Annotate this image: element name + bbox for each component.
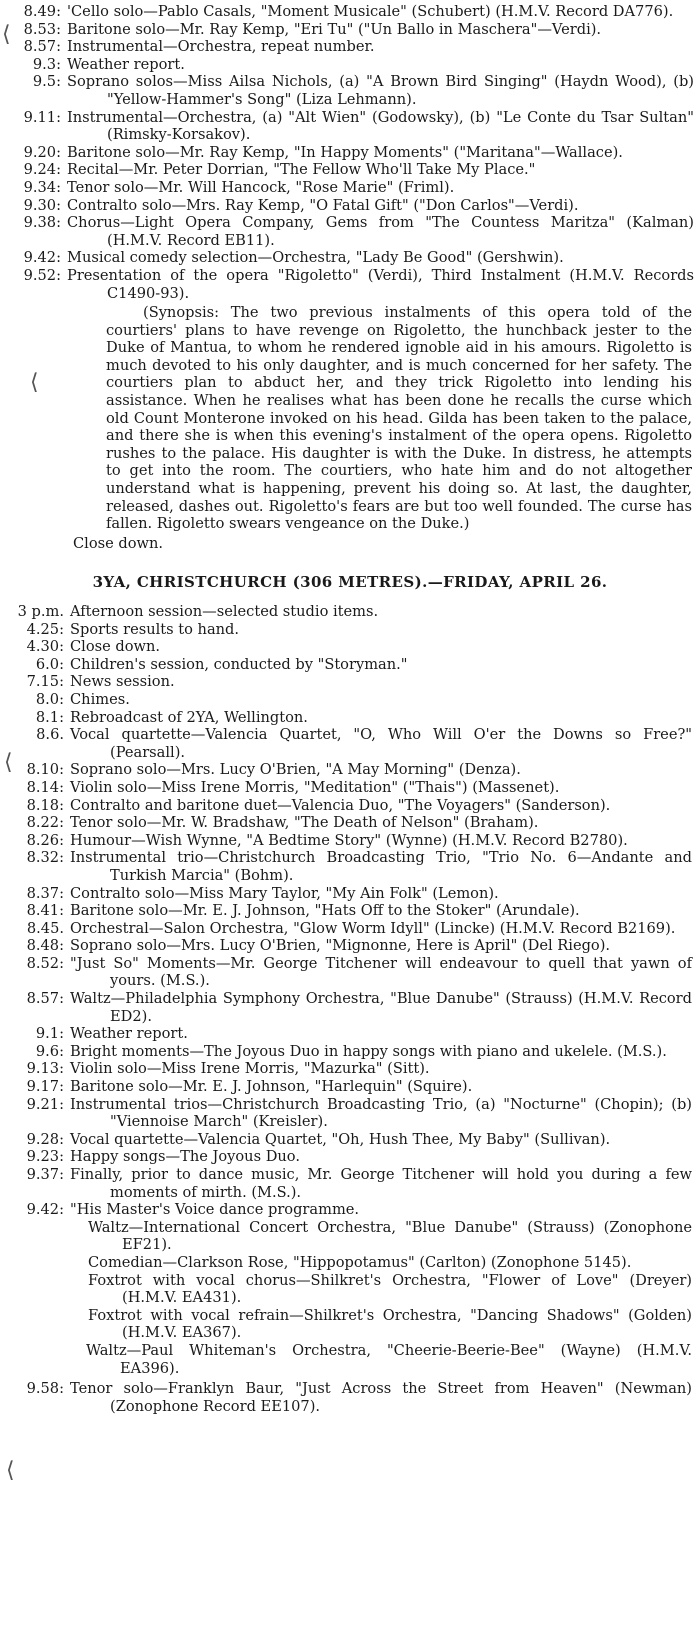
- entry-text: Presentation of the opera "Rigoletto" (Verdi), Third Instalment (H.M.V. Records C1490-93).: [67, 266, 694, 302]
- entry-text: Orchestral—Salon Orchestra, "Glow Worm Idyll" (Lincke) (H.M.V. Record B2169).: [70, 919, 676, 937]
- programme-entry: [0, 1201, 700, 1219]
- programme-entry: [0, 726, 700, 761]
- entry-text: Afternoon session—selected studio items.: [70, 603, 379, 620]
- programme-entry: [0, 779, 700, 797]
- entry-text: Instrumental trio—Christchurch Broadcasting Trio, "Trio No. 6—Andante and Turkish Marcia" (Bohm).: [70, 849, 692, 884]
- entry-text: Baritone solo—Mr. Ray Kemp, "In Happy Moments" ("Maritana"—Wallace).: [67, 143, 623, 161]
- entry-time: 8.53:: [23, 20, 61, 38]
- entry-text: Soprano solo—Mrs. Lucy O'Brien, "Mignonne, Here is April" (Del Riego).: [70, 937, 611, 955]
- entry-text: "His Master's Voice dance programme.: [70, 1201, 360, 1219]
- programme-entry: [0, 849, 700, 884]
- entry-text: Musical comedy selection—Orchestra, "Lady Be Good" (Gershwin).: [67, 249, 564, 267]
- entry-time: 8.49:: [23, 3, 61, 20]
- entry-time: 8.1:: [35, 708, 64, 726]
- programme-entry: [0, 73, 700, 108]
- entry-text: Happy songs—The Joyous Duo.: [70, 1148, 300, 1166]
- entry-text: Weather report.: [67, 55, 185, 73]
- programme-entry: [0, 937, 700, 955]
- entry-time: 3 p.m.: [17, 603, 64, 620]
- entry-time: 8.48:: [26, 937, 64, 955]
- entry-time: 9.42:: [23, 249, 61, 267]
- entry-text: Tenor solo—Mr. Will Hancock, "Rose Marie" (Friml).: [67, 178, 455, 196]
- programme-entry: [0, 1131, 700, 1149]
- entry-text: News session.: [70, 673, 175, 691]
- entry-text: Baritone solo—Mr. E. J. Johnson, "Hats Off to the Stoker" (Arundale).: [70, 902, 580, 920]
- entry-time: 9.13:: [26, 1060, 64, 1078]
- entry-text: Baritone solo—Mr. Ray Kemp, "Eri Tu" ("Un Ballo in Maschera"—Verdi).: [67, 20, 602, 38]
- programme-entry: [0, 673, 700, 691]
- programme-entry: [0, 1166, 700, 1201]
- programme-entry: [0, 197, 700, 215]
- dance-item: [0, 1272, 700, 1307]
- entry-text: Instrumental trios—Christchurch Broadcasting Trio, (a) "Nocturne" (Chopin); (b) "Viennoise March" (Kreisler).: [70, 1095, 692, 1131]
- entry-time: 8.10:: [26, 761, 64, 779]
- entry-text: Children's session, conducted by "Storyman.": [70, 655, 408, 673]
- entry-time: 8.52:: [26, 954, 64, 972]
- entry-time: 9.37:: [26, 1166, 64, 1183]
- entry-text: Sports results to hand.: [70, 620, 240, 638]
- entry-time: 9.11:: [23, 108, 61, 126]
- entry-time: 9.28:: [26, 1130, 64, 1148]
- entry-time: 9.23:: [26, 1148, 64, 1166]
- entry-time: 9.58:: [26, 1380, 64, 1398]
- entry-text: Chimes.: [70, 690, 130, 708]
- entry-time: 8.6.: [36, 726, 64, 744]
- entry-text: Soprano solos—Miss Ailsa Nichols, (a) "A Brown Bird Singing" (Haydn Wood), (b) "Yellow-Hammer's Song" (Liza Lehmann).: [67, 73, 694, 108]
- programme-entry: [0, 638, 700, 656]
- dance-item: [0, 1254, 700, 1272]
- entry-time: 9.5:: [32, 73, 61, 91]
- margin-pencil-mark: ⟨: [2, 22, 11, 47]
- opera-synopsis: (Synopsis: The two previous instalments of this opera told of the courtiers' plans to have revenge on Rigoletto, the hunchback jester to the Duke of Mantua, to whom he rendered ignoble aid in his amours. Rigoletto is much devoted to his only daughter, and is much concerned for her safety. The courtiers plan to abduct her, and they trick Rigoletto into lending his assistance. When he realises what has been done he recalls the curse which old Count Monterone invoked on his head. Gilda has been taken to the palace, and there she is when this evening's instalment of the opera opens. Rigoletto rushes to the palace. His daughter is with the Duke. In distress, he attempts to get into the room. The courtiers, who hate him and do not altogether understand what is happening, prevent his doing so. At last, the daughter, released, dashes out. Rigoletto's fears are but too well founded. The curse has fallen. Rigoletto swears vengeance on the Duke.): [106, 304, 692, 533]
- programme-entry: [0, 709, 700, 727]
- close-down-line: Close down.: [73, 534, 164, 552]
- entry-text: Violin solo—Miss Irene Morris, "Meditation" ("Thais") (Massenet).: [70, 778, 560, 796]
- programme-entry: [0, 144, 700, 162]
- entry-time: 8.41:: [26, 902, 64, 920]
- programme-entry: [0, 691, 700, 709]
- programme-entry: [0, 3, 700, 21]
- programme-entry: [0, 885, 700, 903]
- programme-entry: [0, 1078, 700, 1096]
- programme-entry: [0, 902, 700, 920]
- entry-text: Vocal quartette—Valencia Quartet, "Oh, Hush Thee, My Baby" (Sullivan).: [70, 1130, 611, 1148]
- programme-entry: [0, 1060, 700, 1078]
- programme-entry: [0, 109, 700, 144]
- entry-time: 9.3:: [32, 55, 61, 73]
- programme-entry-final: [0, 1380, 700, 1415]
- programme-entry: [0, 161, 700, 179]
- entry-text: Recital—Mr. Peter Dorrian, "The Fellow Who'll Take My Place.": [67, 161, 536, 179]
- margin-pencil-mark: ⟨: [30, 370, 39, 395]
- entry-time: 8.0:: [35, 690, 64, 708]
- entry-time: 9.17:: [26, 1078, 64, 1096]
- entry-time: 9.21:: [26, 1095, 64, 1113]
- programme-entry: [0, 832, 700, 850]
- entry-text: Tenor solo—Mr. W. Bradshaw, "The Death of Nelson" (Braham).: [70, 814, 539, 832]
- entry-time: 9.20:: [23, 143, 61, 161]
- dance-item-text: Foxtrot with vocal chorus—Shilkret's Orchestra, "Flower of Love" (Dreyer) (H.M.V. EA431).: [88, 1271, 692, 1307]
- programme-entry: [0, 214, 700, 249]
- entry-text: Bright moments—The Joyous Duo in happy songs with piano and ukelele. (M.S.).: [70, 1042, 667, 1060]
- entry-time: 8.32:: [26, 849, 64, 867]
- entry-time: 8.57:: [26, 990, 64, 1008]
- dance-item-text: Comedian—Clarkson Rose, "Hippopotamus" (Carlton) (Zonophone 5145).: [88, 1253, 632, 1271]
- programme-section-previous: [0, 0, 700, 552]
- entry-time: 4.30:: [26, 638, 64, 656]
- station-heading: 3YA, CHRISTCHURCH (306 METRES).—FRIDAY, APRIL 26.: [92, 573, 608, 592]
- programme-entry: [0, 761, 700, 779]
- margin-pencil-mark: ⟨: [4, 750, 13, 775]
- entry-time: 9.6:: [35, 1042, 64, 1060]
- dance-item-text: Foxtrot with vocal refrain—Shilkret's Orchestra, "Dancing Shadows" (Golden) (H.M.V. EA367).: [88, 1306, 692, 1342]
- programme-entry: [0, 267, 700, 302]
- entry-text: Weather report.: [70, 1025, 188, 1043]
- programme-entry: [0, 38, 700, 56]
- programme-entry: [0, 920, 700, 938]
- entry-text: Finally, prior to dance music, Mr. George Titchener will hold you during a few moments of mirth. (M.S.).: [70, 1166, 692, 1201]
- entry-text: Vocal quartette—Valencia Quartet, "O, Who Will O'er the Downs so Free?" (Pearsall).: [70, 726, 692, 761]
- entry-text: Tenor solo—Franklyn Baur, "Just Across the Street from Heaven" (Newman) (Zonophone Record EE107).: [70, 1380, 692, 1415]
- entry-text: Rebroadcast of 2YA, Wellington.: [70, 708, 308, 726]
- entry-text: Humour—Wish Wynne, "A Bedtime Story" (Wynne) (H.M.V. Record B2780).: [70, 831, 628, 849]
- entry-text: Violin solo—Miss Irene Morris, "Mazurka" (Sitt).: [70, 1060, 430, 1078]
- entry-time: 9.52:: [23, 266, 61, 284]
- entry-time: 8.14:: [26, 778, 64, 796]
- entry-time: 6.0:: [35, 655, 64, 673]
- entry-time: 8.57:: [23, 38, 61, 56]
- entry-text: Close down.: [70, 638, 161, 656]
- programme-entry: [0, 179, 700, 197]
- dance-item: [0, 1219, 700, 1254]
- entry-text: Contralto solo—Mrs. Ray Kemp, "O Fatal Gift" ("Don Carlos"—Verdi).: [67, 196, 579, 214]
- entry-time: 9.30:: [23, 196, 61, 214]
- entry-time: 8.45.: [26, 919, 64, 937]
- entry-text: Contralto and baritone duet—Valencia Duo, "The Voyagers" (Sanderson).: [70, 796, 611, 814]
- entry-time: 4.25:: [26, 620, 64, 638]
- entry-time: 8.26:: [26, 831, 64, 849]
- programme-section-3ya: [0, 603, 700, 1415]
- dance-item: [0, 1307, 700, 1342]
- entry-text: Soprano solo—Mrs. Lucy O'Brien, "A May Morning" (Denza).: [70, 761, 521, 779]
- programme-entry: [0, 955, 700, 990]
- entry-text: "Just So" Moments—Mr. George Titchener will endeavour to quell that yawn of yours. (M.S.).: [70, 954, 692, 990]
- programme-entry: [0, 621, 700, 639]
- entry-text: Contralto solo—Miss Mary Taylor, "My Ain Folk" (Lemon).: [70, 884, 499, 902]
- entry-text: Instrumental—Orchestra, (a) "Alt Wien" (Godowsky), (b) "Le Conte du Tsar Sultan" (Rimsky-Korsakov).: [67, 108, 694, 144]
- programme-entry: [0, 990, 700, 1025]
- entry-time: 9.42:: [26, 1201, 64, 1219]
- programme-entry: [0, 56, 700, 74]
- entry-time: 9.1:: [35, 1025, 64, 1043]
- entry-time: 9.38:: [23, 214, 61, 232]
- programme-entry: [0, 21, 700, 39]
- entry-time: 7.15:: [26, 673, 64, 691]
- programme-entry: [0, 814, 700, 832]
- margin-pencil-mark: ⟨: [6, 1458, 15, 1483]
- programme-entry: [0, 1025, 700, 1043]
- programme-entry: [0, 656, 700, 674]
- entry-text: Baritone solo—Mr. E. J. Johnson, "Harlequin" (Squire).: [70, 1078, 473, 1096]
- programme-entry: [0, 1148, 700, 1166]
- dance-item: [0, 1342, 700, 1377]
- entry-text: Instrumental—Orchestra, repeat number.: [67, 38, 375, 56]
- programme-entry: [0, 249, 700, 267]
- entry-time: 8.18:: [26, 796, 64, 814]
- entry-time: 9.34:: [23, 178, 61, 196]
- programme-entry: [0, 797, 700, 815]
- programme-entry: [0, 1043, 700, 1061]
- entry-text: Chorus—Light Opera Company, Gems from "The Countess Maritza" (Kalman) (H.M.V. Record EB11).: [67, 214, 694, 249]
- entry-time: 8.22:: [26, 814, 64, 832]
- entry-time: 9.24:: [23, 161, 61, 179]
- programme-entry: [0, 603, 700, 621]
- entry-text: Waltz—Philadelphia Symphony Orchestra, "Blue Danube" (Strauss) (H.M.V. Record ED2).: [70, 990, 692, 1025]
- dance-item-text: Waltz—International Concert Orchestra, "Blue Danube" (Strauss) (Zonophone EF21).: [88, 1218, 692, 1254]
- dance-item-text: Waltz—Paul Whiteman's Orchestra, "Cheerie-Beerie-Bee" (Wayne) (H.M.V. EA396).: [86, 1341, 692, 1377]
- entry-text: 'Cello solo—Pablo Casals, "Moment Musicale" (Schubert) (H.M.V. Record DA776).: [67, 3, 674, 20]
- programme-entry: [0, 1096, 700, 1131]
- entry-time: 8.37:: [26, 884, 64, 902]
